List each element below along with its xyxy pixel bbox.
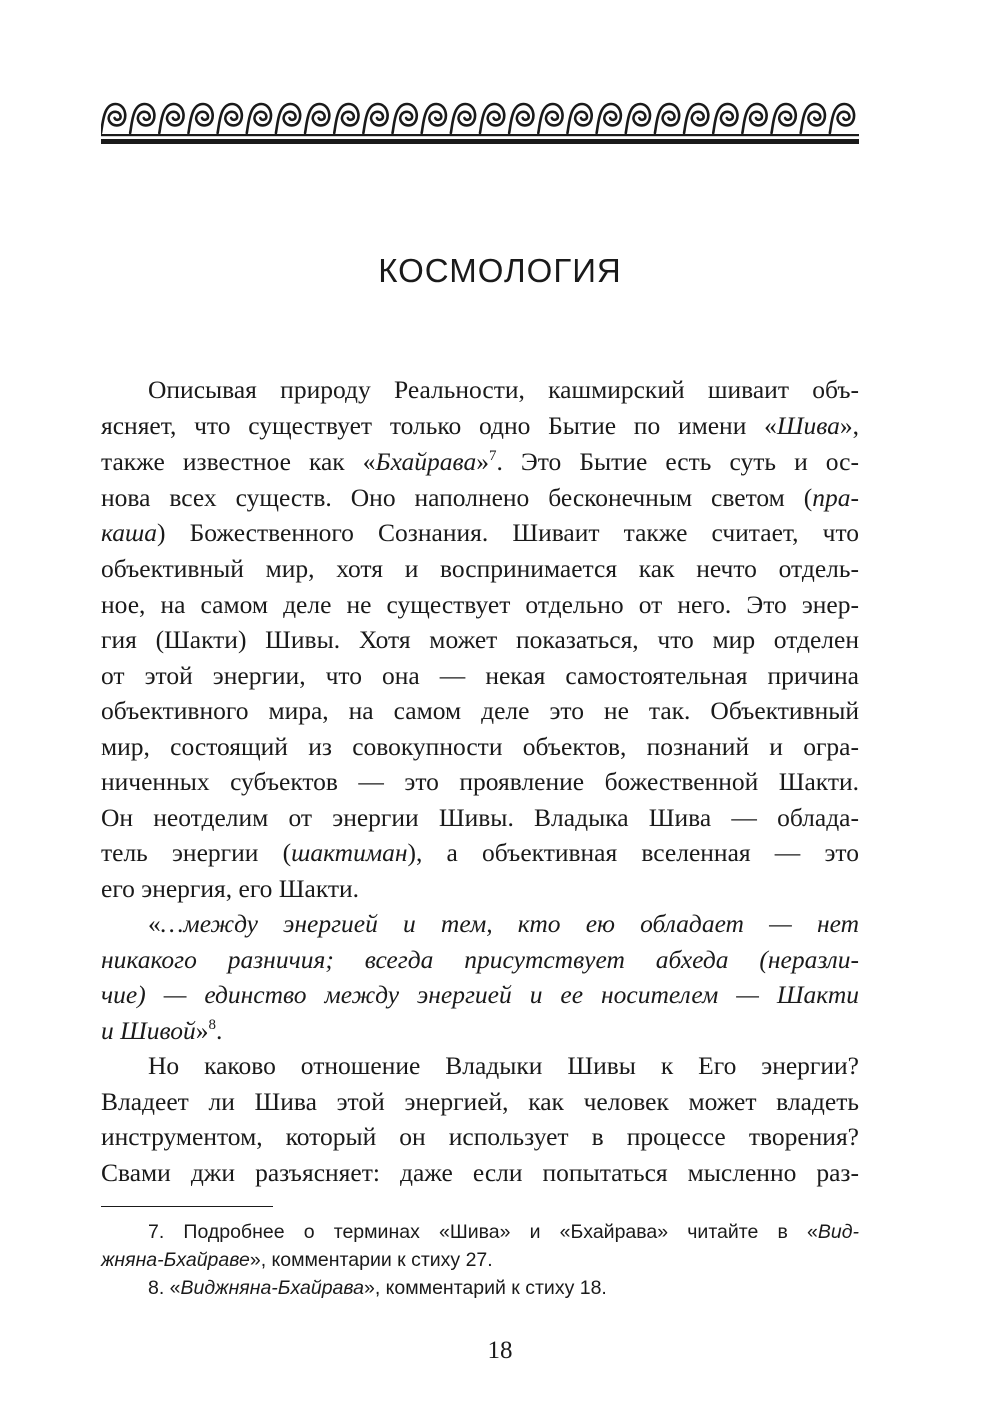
footnote-ref: 8 (208, 1017, 216, 1033)
text-line: Свами джи разъясняет: даже если попытаться мысленно раз- (101, 1158, 859, 1187)
italic-term: Вид- (817, 1221, 859, 1243)
spiral-wave (597, 104, 621, 133)
footnote-line: 8. «Виджняна-Бхайрава», комментарий к стиху 18. (148, 1277, 607, 1299)
italic-term: Виджняна-Бхайрава (180, 1277, 364, 1299)
spiral-wave (801, 104, 825, 133)
italic-term: жняна-Бхайраве (101, 1249, 250, 1271)
text-line: Владеет ли Шива этой энергией, как человек может владеть (101, 1087, 859, 1116)
italic-term: шактиман (291, 838, 408, 867)
page-number: 18 (487, 1337, 513, 1364)
chapter-title: КОСМОЛОГИЯ (378, 252, 622, 289)
spiral-wave (567, 104, 591, 133)
italic-term: …между энергией и тем, кто ею обладает — нет (160, 909, 859, 938)
italic-term: пра- (812, 483, 859, 512)
text-line: также известное как «Бхайрава»$^7$. Это Бытие есть суть и ос- (101, 447, 859, 476)
spiral-wave (130, 104, 154, 133)
quote-line (101, 977, 859, 1013)
spiral-wave (247, 104, 271, 133)
text-line: его энергия, его Шакти. (101, 874, 360, 903)
quote-line: и Шивой»$^8$. (101, 1016, 223, 1045)
spiral-wave (305, 104, 329, 133)
text-line: ное, на самом деле не существует отдельно от него. Это энер- (101, 590, 859, 619)
italic-term: чие) — единство между энергией и ее носителем — Шакти (101, 980, 859, 1009)
spiral-wave (159, 104, 183, 133)
spiral-wave (451, 104, 475, 133)
text-line: от этой энергии, что она — некая самостоятельная причина (101, 661, 859, 690)
text-line: Описывая природу Реальности, кашмирский шиваит объ- (148, 375, 859, 404)
footnote-line: 7. Подробнее о терминах «Шива» и «Бхайрава» читайте в «Вид- (148, 1221, 859, 1243)
spiral-wave (363, 104, 387, 133)
spiral-wave (742, 104, 766, 133)
spiral-wave (772, 104, 796, 133)
quote-line (101, 942, 859, 978)
spiral-wave (218, 104, 242, 133)
ornament-rule-thin (101, 134, 859, 136)
italic-term: Шива (776, 411, 840, 440)
footnote-line: жняна-Бхайраве», комментарии к стиху 27. (101, 1249, 493, 1271)
quote-line: «…между энергией и тем, кто ею обладает — нет (148, 909, 859, 938)
spiral-wave (655, 104, 679, 133)
spiral-wave (334, 104, 358, 133)
spiral-wave (276, 104, 300, 133)
spiral-wave (713, 104, 737, 133)
text-line: Но каково отношение Владыки Шивы к Его энергии? (148, 1051, 859, 1080)
text-line: Он неотделим от энергии Шивы. Владыка Шива — облада- (101, 803, 859, 832)
text-line: нова всех существ. Оно наполнено бесконечным светом (пра- (101, 483, 859, 512)
spiral-wave (422, 104, 446, 133)
italic-term: и Шивой (101, 1016, 196, 1045)
spiral-wave (480, 104, 504, 133)
italic-term: каша (101, 518, 158, 547)
footnote-separator (101, 1206, 273, 1207)
text-line: объективный мир, хотя и воспринимается как нечто отдель- (101, 554, 859, 583)
text-line: инструментом, который он использует в процессе творения? (101, 1122, 859, 1151)
text-line: каша) Божественного Сознания. Шиваит также считает, что (101, 518, 859, 547)
text-line: мир, состоящий из совокупности объектов, познаний и огра- (101, 732, 859, 761)
italic-term: Бхайрава (375, 447, 477, 476)
header-ornament (101, 96, 859, 156)
text-line: ниченных субъектов — это проявление божественной Шакти. (101, 767, 859, 796)
text-line: ясняет, что существует только одно Бытие по имени «Шива», (101, 411, 859, 440)
text-line: тель энергии (шактиман), а объективная вселенная — это (101, 838, 859, 867)
ornament-rule-thick (101, 139, 859, 144)
text-line: объективного мира, на самом деле это не так. Объективный (101, 696, 859, 725)
spiral-wave (626, 104, 650, 133)
spiral-wave-ornament-icon (101, 104, 854, 133)
footnote-ref: 7 (488, 448, 497, 464)
spiral-wave (393, 104, 417, 133)
spiral-wave (830, 104, 854, 133)
spiral-wave (101, 104, 125, 133)
spiral-wave (538, 104, 562, 133)
italic-term: никакого разничия; всегда присутствует абхеда (неразли- (101, 945, 859, 974)
text-line: гия (Шакти) Шивы. Хотя может показаться, что мир отделен (101, 625, 859, 654)
spiral-wave (684, 104, 708, 133)
spiral-wave (188, 104, 212, 133)
spiral-wave (509, 104, 533, 133)
